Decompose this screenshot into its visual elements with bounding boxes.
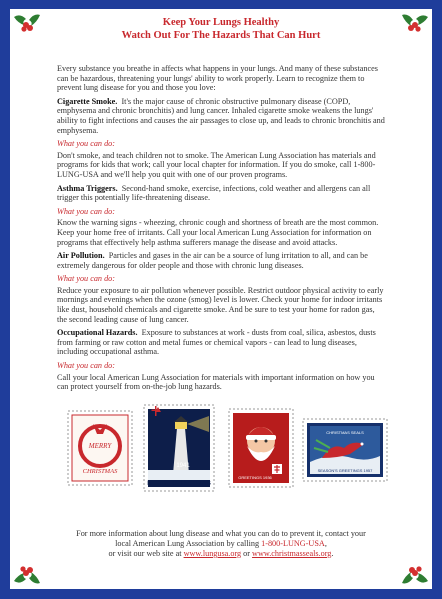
christmasseals-link[interactable]: www.christmasseals.org xyxy=(252,549,332,558)
seal-lighthouse-image xyxy=(143,404,215,492)
section-paragraph xyxy=(57,184,386,203)
section-heading: Cigarette Smoke. xyxy=(57,96,118,106)
seal-text: SEASON'S GREETINGS 1957 xyxy=(317,468,373,473)
page-panel xyxy=(10,9,432,589)
footer-text: or visit our web site at xyxy=(108,549,184,558)
seal-text: MERRY xyxy=(88,442,112,450)
holly-icon xyxy=(12,561,42,587)
holly-icon xyxy=(400,561,430,587)
section-paragraph xyxy=(57,97,386,135)
section-body: Exposure to substances at work - dusts from coal, silica, asbestos, dusts from farming or raw cotton and metal fumes or chemical vapors - can lead to lung diseases, including occupational asthma. xyxy=(57,328,376,357)
christmas-seals-row xyxy=(10,404,432,514)
title-line-2: Watch Out For The Hazards That Can Hurt xyxy=(121,30,321,41)
section-body: It's the major cause of chronic obstructive pulmonary disease (COPD, emphysema and chronic bronchitis) and lung cancer. Inhaled cigarette smoke weakens the lungs' ability to fight infections and causes the air passages to close up, and leads to chronic bronchitis and emphysema. xyxy=(57,96,385,135)
footer-line-2 xyxy=(50,539,392,549)
seal-text: GREETINGS 1936 xyxy=(238,475,272,480)
section-paragraph xyxy=(57,328,386,357)
article-body xyxy=(57,64,386,396)
footer-contact xyxy=(50,529,392,559)
page-title xyxy=(10,16,432,42)
what-you-can-do-label: What you can do: xyxy=(57,361,115,371)
seal-year: 1941 xyxy=(176,463,190,469)
section-heading: Occupational Hazards. xyxy=(57,328,138,338)
footer-text: or xyxy=(241,549,253,558)
section-cigarette-smoke xyxy=(57,97,386,180)
seal-bird-image xyxy=(302,418,388,482)
footer-text: . xyxy=(331,549,334,558)
what-you-can-do-label: What you can do: xyxy=(57,139,115,149)
section-action: Don't smoke, and teach children not to smoke. The American Lung Association has materials and programs for kids that work; call your local chapter for information. If you do smoke, call 1-800-LUNG-USA and we'll help you quit with one of our proven programs. xyxy=(57,150,376,179)
title-line-1: Keep Your Lungs Healthy xyxy=(162,17,280,28)
section-air-pollution xyxy=(57,251,386,324)
footer-line-3 xyxy=(50,549,392,559)
lungusa-link[interactable]: www.lungusa.org xyxy=(183,549,242,558)
footer-text: , xyxy=(324,539,327,548)
section-action: Reduce your exposure to air pollution whenever possible. Restrict outdoor physical activity to early mornings and evenings when the ozone (smog) level is lower. Check your home for indoor irritants like dust, household chemicals and cigarette smoke. And be sure to test your home for radon gas, the second leading cause of lung cancer. xyxy=(57,285,384,324)
section-asthma-triggers xyxy=(57,184,386,248)
section-heading: Air Pollution. xyxy=(57,251,105,261)
section-action: Call your local American Lung Association for materials with important information on how you can protect yourself from on-the-job lung hazards. xyxy=(57,372,375,392)
section-paragraph xyxy=(57,251,386,270)
seal-santa-image xyxy=(228,408,294,488)
seal-text: CHRISTMAS xyxy=(82,468,118,475)
seal-wreath-image xyxy=(67,410,133,486)
intro-paragraph: Every substance you breathe in affects what happens in your lungs. And many of these substances can be hazardous, threatening your lungs' ability to work properly. Learn to recognize them to prevent lung disease for you and those you love: xyxy=(57,64,378,93)
section-body: Particles and gases in the air can be a source of lung irritation to all, and can be extremely dangerous for older people and those with chronic lung diseases. xyxy=(57,251,368,270)
footer-text: local American Lung Association by calling xyxy=(115,539,262,548)
section-heading: Asthma Triggers. xyxy=(57,183,118,193)
footer-line-1: For more information about lung disease and what you can do to prevent it, contact your xyxy=(76,529,366,538)
section-body: Second-hand smoke, exercise, infections, cold weather and allergens can all trigger this potentially life-threatening disease. xyxy=(57,183,371,203)
section-occupational-hazards xyxy=(57,328,386,392)
section-action: Know the warning signs - wheezing, chronic cough and shortness of breath are the most common. Keep your home free of irritants. Call your local American Lung Association for information on programs that effectively help asthma sufferers manage the disease and avoid attacks. xyxy=(57,218,379,247)
seal-text: CHRISTMAS SEALS xyxy=(326,430,364,435)
what-you-can-do-label: What you can do: xyxy=(57,206,115,216)
phone-link[interactable]: 1-800-LUNG-USA xyxy=(261,539,325,548)
what-you-can-do-label: What you can do: xyxy=(57,274,115,284)
seal-text: MERRY CHRISTMAS xyxy=(147,480,211,487)
